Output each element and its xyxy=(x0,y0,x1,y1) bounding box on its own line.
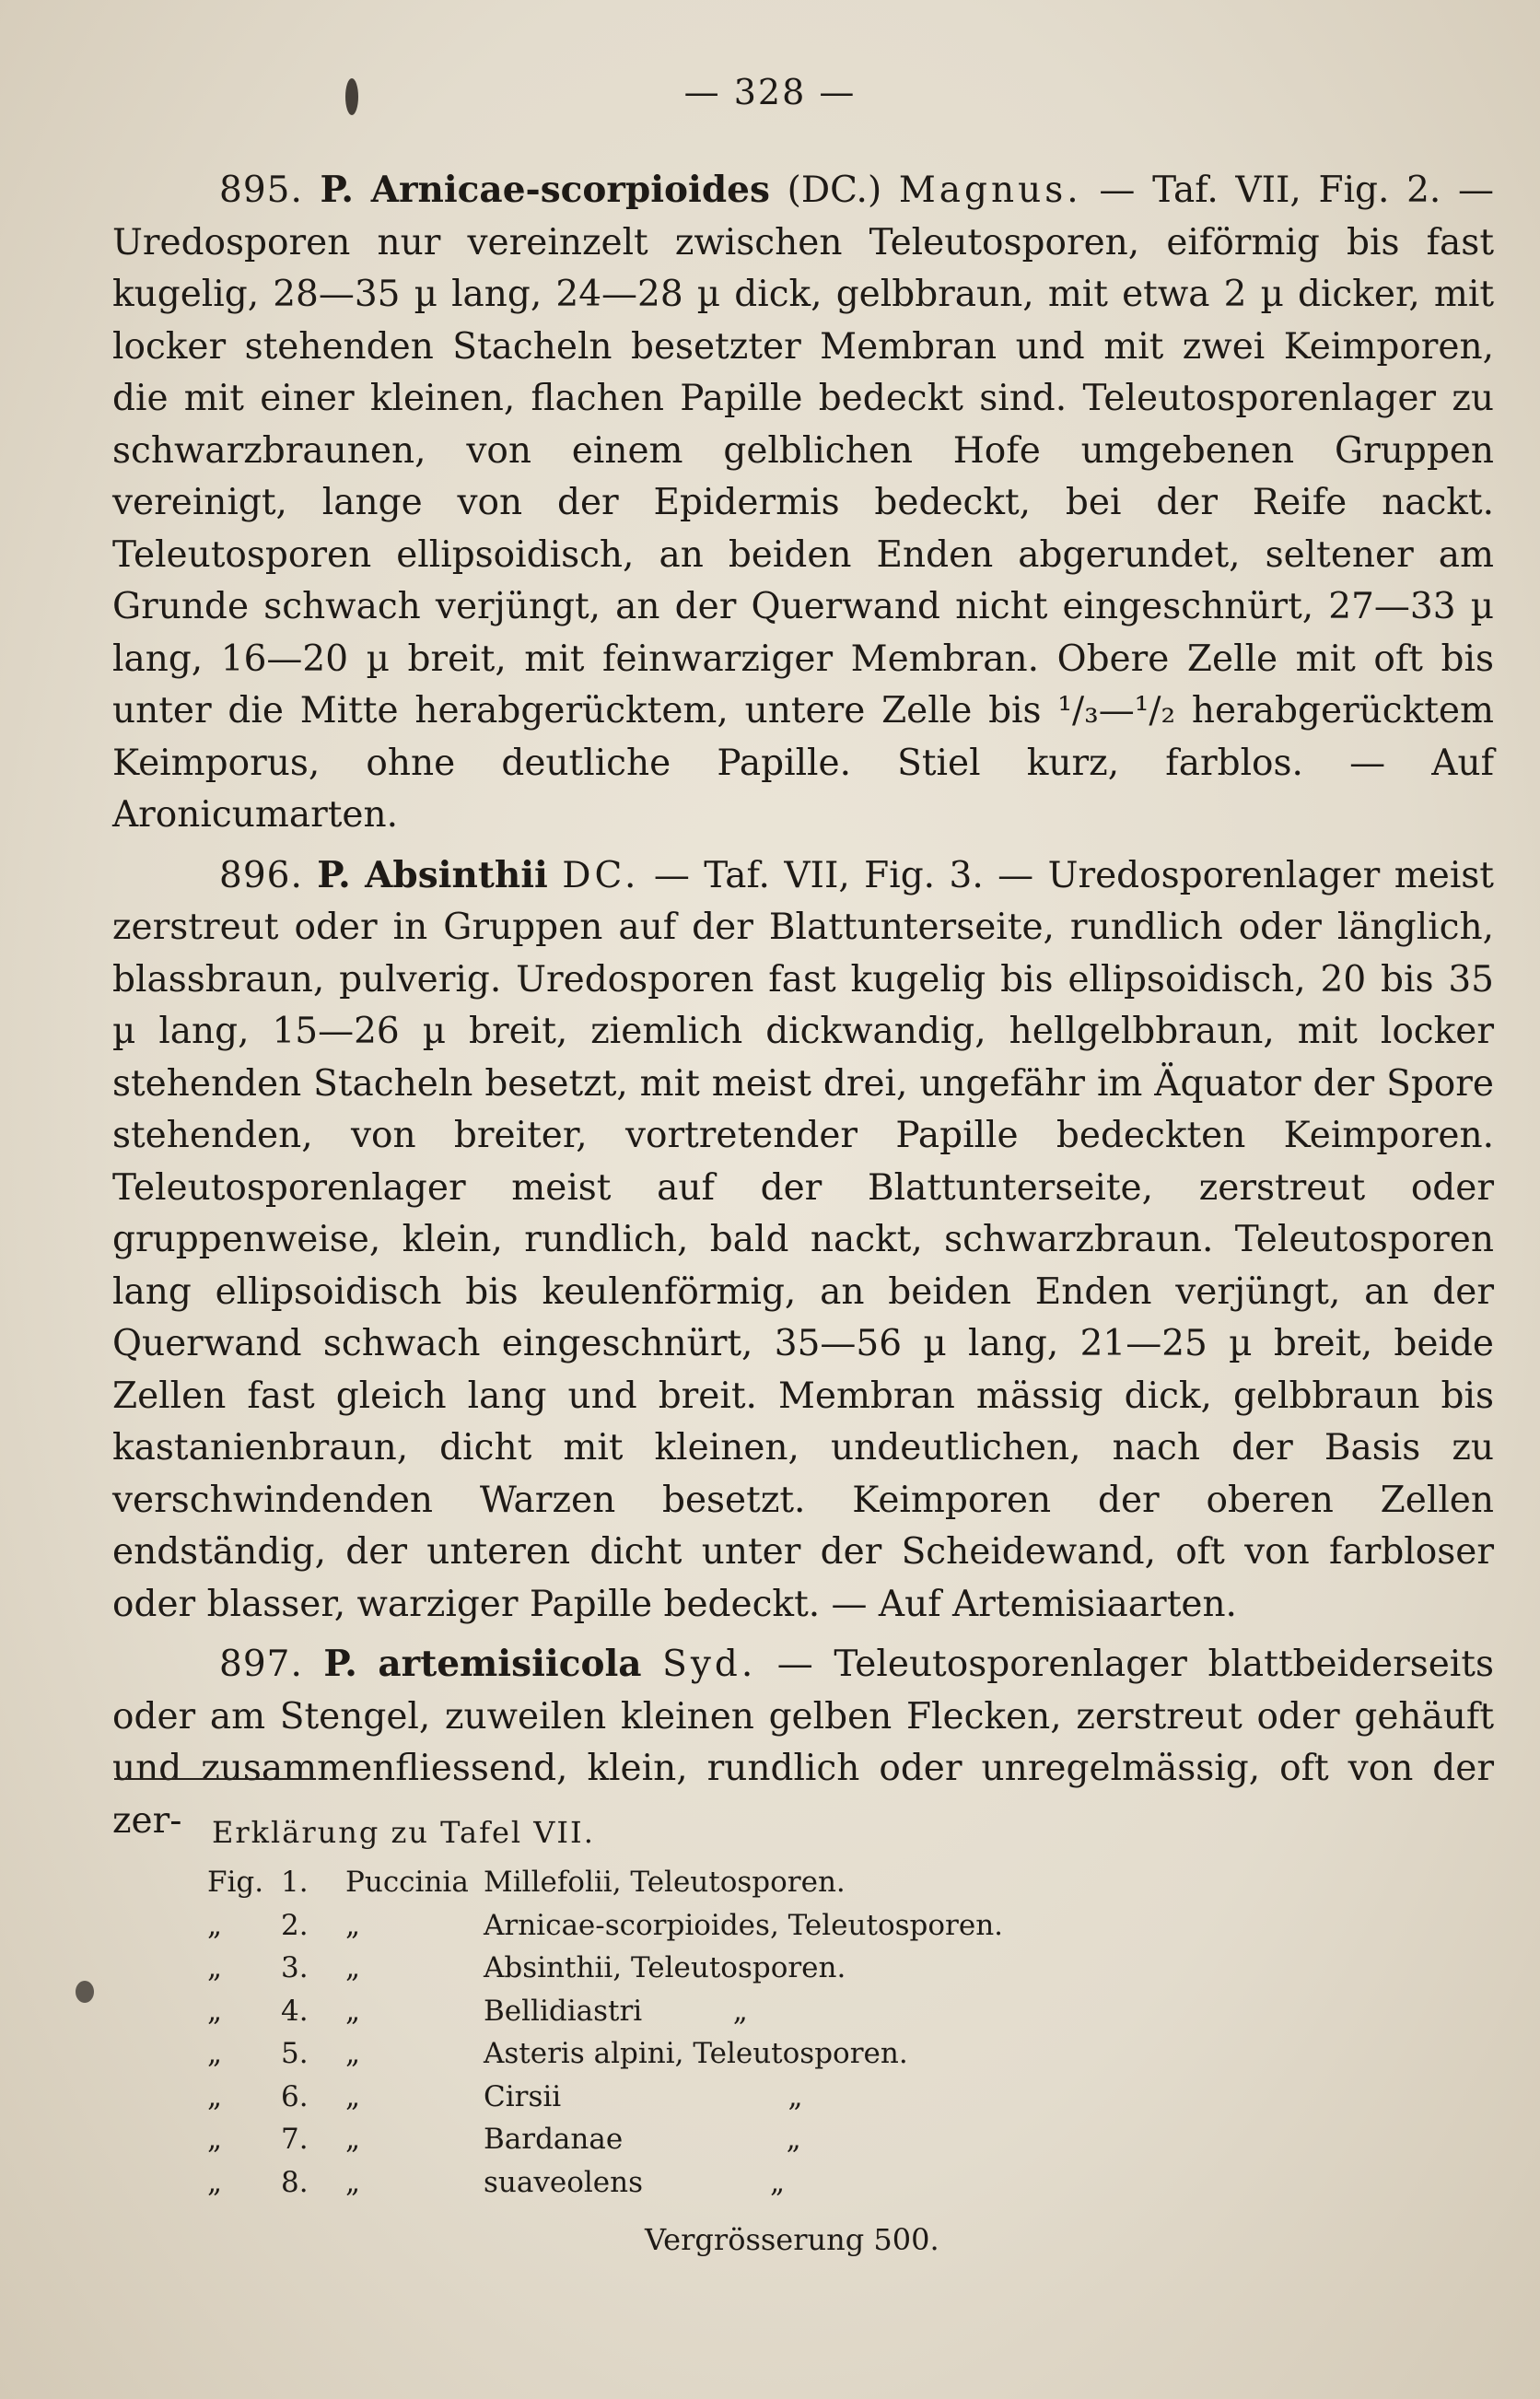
entry-896 xyxy=(112,849,1494,1632)
figure-legend xyxy=(207,1861,1036,2204)
figure-row xyxy=(207,2118,1036,2161)
footnote-divider xyxy=(114,1778,312,1780)
magnification-note: Vergrösserung 500. xyxy=(645,2222,939,2257)
species-descriptions xyxy=(112,164,1494,1855)
figure-description: Bardanae „ xyxy=(484,2123,801,2156)
figure-number: 7. xyxy=(281,2123,309,2156)
figure-number: 4. xyxy=(281,1994,309,2028)
entry-text: — Taf. VII, Fig. 3. — Uredosporenlager meist zerstreut oder in Gruppen auf der Blattunterseite, rundlich oder länglich, blassbraun, pulverig. Uredosporen fast kugelig bis ellipsoidisch, 20 bis 35 µ lang, 15—26 µ breit, ziemlich dickwandig, hellgelbbraun, mit locker stehenden Stacheln besetzt, mit meist drei, ungefähr im Äquator der Spore stehenden, von breiter, vortretender Papille bedeckten Keimporen. Teleutosporenlager meist auf der Blattunterseite, zerstreut oder gruppenweise, klein, rundlich, bald nackt, schwarzbraun. Teleutosporen lang ellipsoidisch bis keulenförmig, an beiden Enden verjüngt, an der Querwand schwach eingeschnürt, 35—56 µ lang, 21—25 µ breit, beide Zellen fast gleich lang und breit. Membran mässig dick, gelbbraun bis kastanienbraun, dicht mit kleinen, undeutlichen, nach der Basis zu verschwindenden Warzen besetzt. Keimporen der oberen Zellen endständig, der unteren dicht unter der Scheidewand, oft von farbloser oder blasser, warziger Papille bedeckt. — Auf Artemisiaarten. xyxy=(112,854,1494,1625)
figure-description: Cirsii „ xyxy=(484,2079,803,2113)
figure-genus: „ xyxy=(345,2037,361,2070)
figure-lead: „ xyxy=(207,2079,223,2113)
figure-genus: „ xyxy=(345,1908,361,1942)
figure-number: 2. xyxy=(281,1908,309,1942)
figure-lead: Fig. xyxy=(207,1866,264,1899)
figure-lead: „ xyxy=(207,1908,223,1942)
figure-number: 5. xyxy=(281,2037,309,2070)
entry-text: — Teleutosporenlager blattbeiderseits oder am Stengel, zuweilen kleinen gelben Flecken, zerstreut oder gehäuft und zusammenfliessend, klein, rundlich oder unregelmässig, oft von der zer- xyxy=(112,1644,1494,1842)
author-prefix: (DC.) xyxy=(787,170,882,211)
figure-genus: „ xyxy=(345,1951,361,1984)
entry-number: 895. xyxy=(219,170,303,211)
author-name: Syd. xyxy=(662,1644,757,1685)
figure-row xyxy=(207,1947,1036,1990)
ink-blot xyxy=(76,1981,94,2003)
figure-number: 6. xyxy=(281,2079,309,2113)
figure-description: Asteris alpini, Teleutosporen. xyxy=(484,2037,908,2070)
figure-description: Arnicae-scorpioides, Teleutosporen. xyxy=(484,1908,1004,1942)
figure-genus: Puccinia xyxy=(345,1866,469,1899)
figure-description: Bellidiastri „ xyxy=(484,1994,748,2028)
figure-lead: „ xyxy=(207,2037,223,2070)
figure-lead: „ xyxy=(207,2123,223,2156)
figure-description: Millefolii, Teleutosporen. xyxy=(484,1866,846,1899)
figure-row xyxy=(207,1904,1036,1948)
entry-text: — Taf. VII, Fig. 2. — Uredosporen nur vereinzelt zwischen Teleutosporen, eiförmig bis fast kugelig, 28—35 µ lang, 24—28 µ dick, gelbbraun, mit etwa 2 µ dicker, mit locker stehenden Stacheln besetzter Membran und mit zwei Keimporen, die mit einer kleinen, flachen Papille bedeckt sind. Teleutosporenlager zu schwarzbraunen, von einem gelblichen Hofe umgebenen Gruppen vereinigt, lange von der Epidermis bedeckt, bei der Reife nackt. Teleutosporen ellipsoidisch, an beiden Enden abgerundet, seltener am Grunde schwach verjüngt, an der Querwand nicht eingeschnürt, 27—33 µ lang, 16—20 µ breit, mit feinwarziger Membran. Obere Zelle mit oft bis unter die Mitte herabgerücktem, untere Zelle bis ¹/₃—¹/₂ herabgerücktem Keimporus, ohne deutliche Papille. Stiel kurz, farblos. — Auf Aronicumarten. xyxy=(112,170,1494,836)
figure-description: suaveolens „ xyxy=(484,2165,786,2199)
figure-genus: „ xyxy=(345,2165,361,2199)
genus-abbrev: P. xyxy=(317,853,351,896)
figure-description: Absinthii, Teleutosporen. xyxy=(484,1951,846,1984)
genus-abbrev: P. xyxy=(323,1643,357,1685)
entry-number: 896. xyxy=(219,854,303,896)
species-name: artemisiicola xyxy=(378,1643,642,1685)
genus-abbrev: P. xyxy=(320,169,354,211)
page-number: — 328 — xyxy=(683,72,857,112)
figure-lead: „ xyxy=(207,2165,223,2199)
figure-row xyxy=(207,2076,1036,2119)
figure-genus: „ xyxy=(345,1994,361,2028)
figure-row xyxy=(207,2161,1036,2205)
figure-number: 1. xyxy=(281,1866,309,1899)
figure-genus: „ xyxy=(345,2123,361,2156)
author-name: Magnus. xyxy=(898,170,1082,211)
species-name: Absinthii xyxy=(365,853,548,896)
figure-genus: „ xyxy=(345,2079,361,2113)
author-name: DC. xyxy=(562,854,640,896)
species-name: Arnicae-scorpioides xyxy=(370,169,770,211)
figure-row xyxy=(207,1861,1036,1904)
figure-number: 8. xyxy=(281,2165,309,2199)
figure-row xyxy=(207,2032,1036,2076)
figure-lead: „ xyxy=(207,1994,223,2028)
entry-895 xyxy=(112,164,1494,842)
plate-explanation-title: Erklärung zu Tafel VII. xyxy=(212,1815,595,1850)
figure-lead: „ xyxy=(207,1951,223,1984)
figure-row xyxy=(207,1990,1036,2033)
entry-number: 897. xyxy=(219,1644,303,1685)
figure-number: 3. xyxy=(281,1951,309,1984)
